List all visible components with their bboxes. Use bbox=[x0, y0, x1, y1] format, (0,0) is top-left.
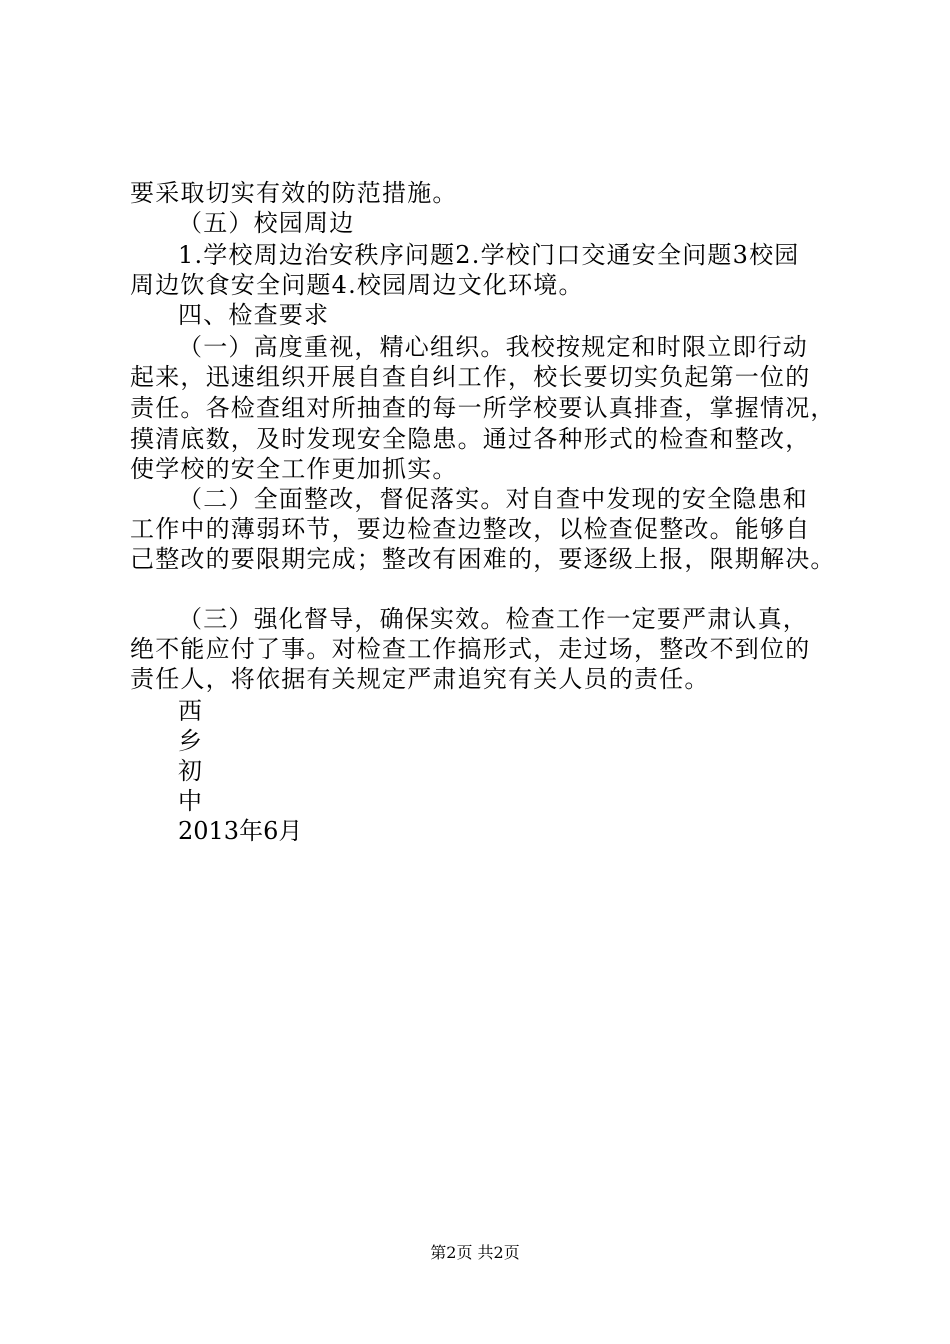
signature-char: 乡 bbox=[178, 727, 204, 755]
body-line: 工作中的薄弱环节，要边检查边整改，以检查促整改。能够自 bbox=[130, 515, 811, 543]
body-line: 周边饮食安全问题4.校园周边文化环境。 bbox=[130, 271, 584, 299]
section-heading: 四、检查要求 bbox=[178, 301, 330, 329]
body-line: 绝不能应付了事。对检查工作搞形式，走过场，整改不到位的 bbox=[130, 635, 811, 663]
signature-char: 西 bbox=[178, 697, 204, 725]
body-line: 起来，迅速组织开展自查自纠工作，校长要切实负起第一位的 bbox=[130, 363, 811, 391]
body-line: 要采取切实有效的防范措施。 bbox=[130, 179, 458, 207]
body-line: （二）全面整改，督促落实。对自查中发现的安全隐患和 bbox=[178, 485, 808, 513]
page-footer: 第2页 共2页 bbox=[430, 1243, 520, 1262]
body-line: 责任。各检查组对所抽查的每一所学校要认真排查，掌握情况， bbox=[130, 394, 836, 422]
body-line: （三）强化督导，确保实效。检查工作一定要严肃认真， bbox=[178, 605, 808, 633]
body-line: 责任人，将依据有关规定严肃追究有关人员的责任。 bbox=[130, 665, 710, 693]
body-line: 摸清底数，及时发现安全隐患。通过各种形式的检查和整改， bbox=[130, 425, 811, 453]
section-heading: （五）校园周边 bbox=[178, 209, 355, 237]
body-line: （一）高度重视，精心组织。我校按规定和时限立即行动 bbox=[178, 333, 808, 361]
body-line: 使学校的安全工作更加抓实。 bbox=[130, 455, 458, 483]
body-line: 己整改的要限期完成；整改有困难的，要逐级上报，限期解决。 bbox=[130, 545, 836, 573]
signature-char: 中 bbox=[178, 787, 204, 815]
signature-date: 2013年6月 bbox=[178, 817, 303, 845]
body-line: 1.学校周边治安秩序问题2.学校门口交通安全问题3校园 bbox=[178, 241, 800, 269]
signature-char: 初 bbox=[178, 757, 204, 785]
